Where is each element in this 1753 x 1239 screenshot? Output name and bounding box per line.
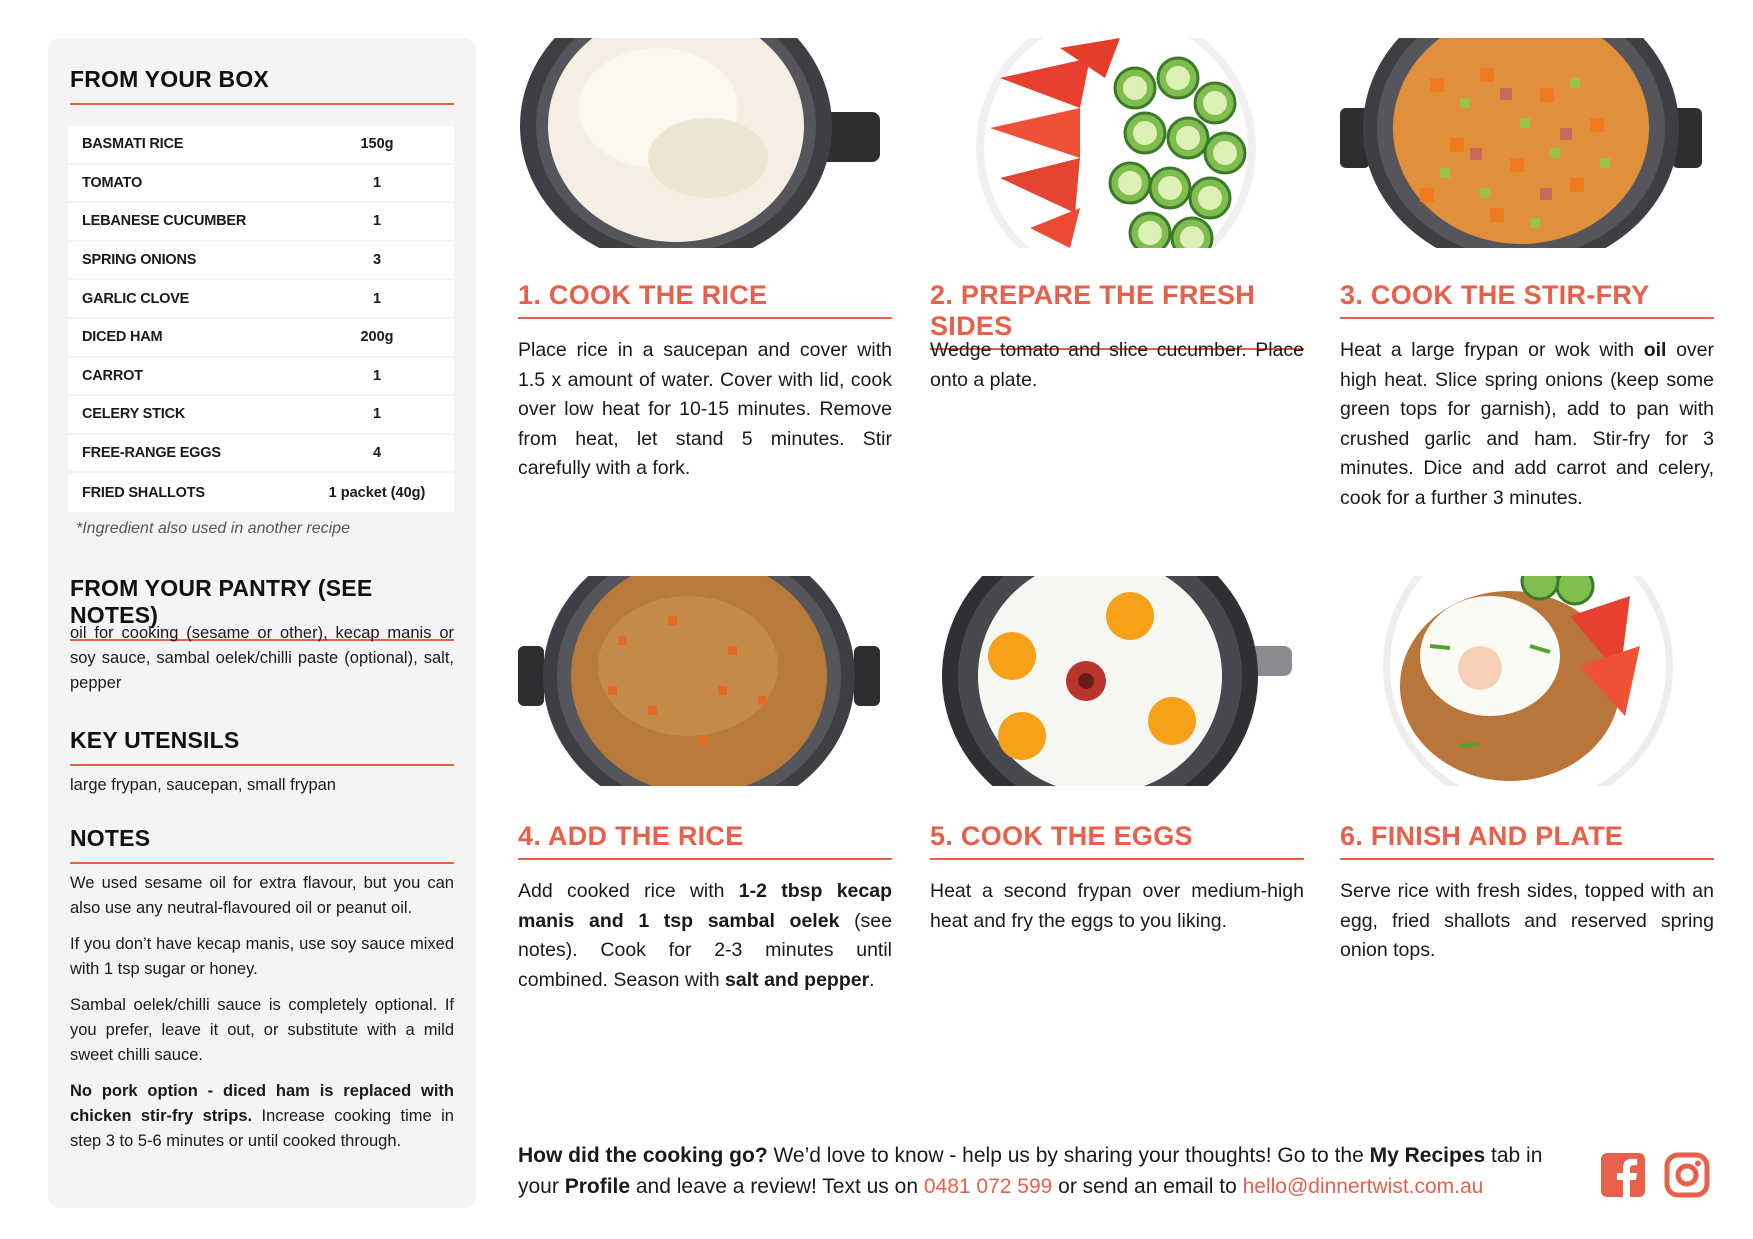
ingredient-row [68, 203, 454, 242]
instagram-icon[interactable] [1664, 1152, 1710, 1198]
ingredient-quantity: 1 [372, 174, 382, 191]
step-5-body: Heat a second frypan over medium-high heat and fry the eggs to you liking. [930, 880, 1304, 932]
step-4-body-bold-1: 1-2 tbsp kecap manis and 1 tsp sambal oelek [518, 880, 892, 932]
step-5-photo [930, 576, 1292, 786]
footer-text-3: and leave a review! Text us on [630, 1175, 924, 1198]
ingredients-table [68, 126, 454, 512]
profile-label: Profile [564, 1175, 631, 1198]
step-3-body-bold: oil [1643, 339, 1667, 361]
ingredient-name: CELERY STICK [82, 406, 186, 423]
feedback-footer [518, 1140, 1568, 1202]
footer-text-4: or send an email to [1052, 1175, 1243, 1198]
step-2-title: 2. PREPARE THE FRESH SIDES [930, 280, 1304, 350]
ingredient-name: CARROT [82, 367, 143, 384]
step-4-body-e: . [869, 968, 875, 991]
step-3-body-c: over high heat. Slice spring onions (keep some green tops for garnish), add to pan with crushed garlic and ham. Stir-fry for 3 minutes. Dice and add carrot and celery, cook for a further 3 minutes. [1340, 339, 1714, 509]
step-3-title: 3. COOK THE STIR-FRY [1340, 280, 1714, 319]
step-1-title: 1. COOK THE RICE [518, 280, 892, 319]
notes-text [70, 871, 454, 1165]
step-1-photo [518, 38, 880, 248]
footer-question: How did the cooking go? [518, 1144, 768, 1167]
footer-text-1: We’d love to know - help us by sharing your thoughts! Go to the [767, 1144, 1370, 1167]
pantry-heading: FROM YOUR PANTRY (SEE NOTES) [70, 575, 454, 641]
ingredient-quantity: 3 [372, 252, 382, 269]
email-link[interactable]: hello@dinnertwist.com.au [1242, 1175, 1484, 1198]
step-6-photo [1340, 576, 1702, 786]
ingredient-row [68, 126, 454, 165]
ingredient-row [68, 280, 454, 319]
ingredient-row [68, 396, 454, 435]
step-2-body: Wedge tomato and slice cucumber. Place onto a plate. [930, 339, 1304, 391]
note-4-rest: Increase cooking time in step 3 to 5-6 minutes or until cooked through. [70, 1107, 454, 1150]
step-4-body-bold-2: salt and pepper [725, 968, 870, 991]
phone-number-link[interactable]: 0481 072 599 [923, 1175, 1053, 1198]
utensils-heading: KEY UTENSILS [70, 727, 454, 766]
ingredient-name: BASMATI RICE [82, 136, 184, 153]
ingredient-row [68, 242, 454, 281]
ingredient-row [68, 165, 454, 204]
facebook-icon[interactable] [1600, 1152, 1646, 1198]
notes-heading: NOTES [70, 825, 454, 864]
ingredient-row [68, 435, 454, 474]
step-2-photo [930, 38, 1292, 248]
ingredient-name: LEBANESE CUCUMBER [82, 213, 247, 230]
ingredient-name: GARLIC CLOVE [82, 290, 190, 307]
utensils-text: large frypan, saucepan, small frypan [70, 776, 336, 794]
ingredient-quantity: 150g [360, 136, 394, 153]
note-4 [70, 1079, 454, 1154]
note-4-bold: No pork option - diced ham is replaced with chicken stir-fry strips. [70, 1082, 454, 1125]
ingredient-name: SPRING ONIONS [82, 252, 197, 269]
step-1-body: Place rice in a saucepan and cover with 1.5 x amount of water. Cover with lid, cook over low heat for 10-15 minutes. Remove from heat, let stand 5 minutes. Stir carefully with a fork. [518, 339, 892, 479]
step-4-photo [518, 576, 880, 786]
step-4-title: 4. ADD THE RICE [518, 821, 892, 860]
step-3-body-a: Heat a large frypan or wok with [1340, 339, 1644, 361]
my-recipes-label: My Recipes [1369, 1144, 1486, 1167]
step-6-title: 6. FINISH AND PLATE [1340, 821, 1714, 860]
ingredient-quantity: 1 [372, 367, 382, 384]
ingredients-sidebar [48, 38, 476, 1208]
step-5-title: 5. COOK THE EGGS [930, 821, 1304, 860]
step-3-body [1340, 336, 1714, 513]
ingredient-quantity: 4 [372, 445, 382, 462]
ingredient-quantity: 1 [372, 406, 382, 423]
step-4-body-c: (see notes). Cook for 2-3 minutes until combined. Season with [518, 909, 892, 991]
ingredient-row [68, 358, 454, 397]
ingredient-quantity: 1 [372, 290, 382, 307]
ingredient-quantity: 200g [360, 329, 394, 346]
step-4-body-a: Add cooked rice with [518, 880, 739, 902]
ingredient-quantity: 1 packet (40g) [328, 484, 426, 501]
step-6-body: Serve rice with fresh sides, topped with an egg, fried shallots and reserved spring onion tops. [1340, 880, 1714, 961]
note-2: If you don’t have kecap manis, use soy sauce mixed with 1 tsp sugar or honey. [70, 935, 454, 978]
ingredient-name: FREE-RANGE EGGS [82, 445, 221, 462]
ingredient-row [68, 473, 454, 512]
step-3-photo [1340, 38, 1702, 248]
box-heading: FROM YOUR BOX [70, 66, 454, 105]
ingredient-name: TOMATO [82, 174, 143, 191]
footer-text-2: tab in your [518, 1144, 1543, 1198]
ingredient-name: DICED HAM [82, 329, 163, 346]
note-3: Sambal oelek/chilli sauce is completely optional. If you prefer, leave it out, or substitute with a mild sweet chilli sauce. [70, 996, 454, 1064]
ingredient-footnote: *Ingredient also used in another recipe [76, 520, 350, 537]
ingredient-row [68, 319, 454, 358]
note-1: We used sesame oil for extra flavour, but you can also use any neutral-flavoured oil or peanut oil. [70, 874, 454, 917]
step-4-body [518, 877, 892, 995]
ingredient-quantity: 1 [372, 213, 382, 230]
ingredient-name: FRIED SHALLOTS [82, 484, 205, 501]
pantry-text: oil for cooking (sesame or other), kecap manis or soy sauce, sambal oelek/chilli paste (optional), salt, pepper [70, 624, 454, 692]
